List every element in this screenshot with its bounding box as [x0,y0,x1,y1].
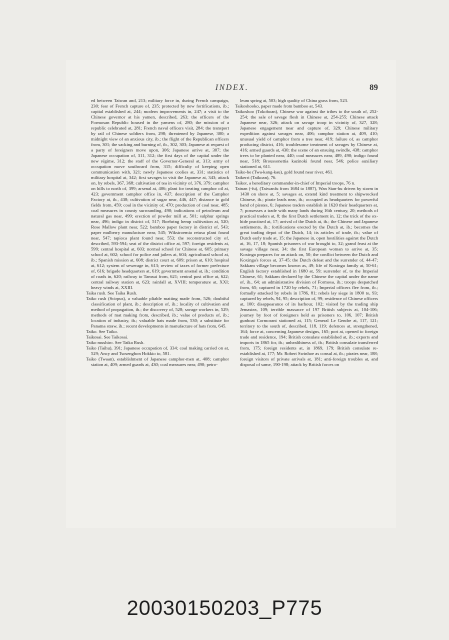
index-entry: Taikoshoo (Tokoboan), Chinese war against the tribes to the south of, 252-254; the sale of savage flesh in Chinese at, 254-255; Chinese attack Japanese near, 326; attack on savage troop in vicinity of, 327, 328; Japanese engagement near and capture of, 329; Chinese military expedition against savages near, 406; camphor station at, 409, 410; unusual yield of camphor from a tree near, 419; failure of, as camphor producing district, 416; troublesome treatment of savages by Chinese at, 416; armed guards at, 430; the scene of an ensuing swindle, 438; camphor trees to be planted near, 440; coal measures near, 489, 490; indigo found near, 518; Broussonettia kazinoki found near, 546; police auxiliary stationed at, 611. [235,109,378,169]
index-entry: Taika rush. See Taika Rush. [86,290,138,296]
index-entry: Taikerri (Taikoan), 76. [235,175,277,180]
running-header-title: INDEX. [215,83,249,92]
scan-caption: 20030150203_P775 [126,597,323,620]
index-entry: Taikor, a hereditary commander-in-chief of Imperial troops, 76 n. [235,180,356,186]
page-number: 89 [369,82,378,92]
index-entry: Taiko (Twaan), establishment of Japanese camphor-men at, 408; camphor station at, 409; armed guards at, 430; coal measures near, 490; petro- [86,356,229,367]
index-entry-continued: leum spring at, 503; high quality of China grass from, 523. [240,98,349,103]
index-column-right [235,98,378,510]
index-entry: Taiko mushiro. See Taika Rush. [86,340,145,345]
index-entry: Taiko (Taihu), 391; Japanese occupation of, 334; coal making carried on at, 529; Ancy and Tsosengbon Hokkio to, 581. [86,345,229,356]
index-entry: Taiko rush (Scirpus), a valuable pliable matting made from, 526; doubtful classification of plant, ib.; description of, ib.; locality of cultivation and method of propagation, ib.; the discovery of, 528; savage workers in, 529; methods of mat making from, described, ib.; value of products of, ib.; location of industry, ib.; valuable hats made from, 530; a substitute for Panama straw, ib.; recent developments in manufacture of hats from, 645. [86,296,229,329]
index-entry: Taiko. See Taiko. [86,329,118,334]
index-entry: Taiko-be (Twa-kang-kau), gold found near river, 461. [235,169,334,175]
index-column-left-text [86,98,229,368]
index-entry: Taikosai. See Taikosai. [86,334,129,340]
index-column-left [86,98,229,510]
index-entry: Taikoshooko, paper made from bamboo at, 543. [235,103,324,109]
index-entry: Tainan (-fu), (Taiwanfu from 1684 to 1887), Wan Sian-hu driven by storm in 1430 on shore at, 5; savages at, extend kind treatment to shipwrecked Chinese, ib.; pirate leads near, ib.; occupied as headquarters for powerful band of pirates, 6; Japanese traders establish in 1620 their headquarters at, 7; possesses a trade with many lands during 16th century, 20; methods of practical traders at, 8; the first Dutch settlement in, 12; the trick of the ox-hide practised at, 17; arrival of the Dutch at, ib.; the Chinese and Japanese settlements, ib.; fortifications erected by the Dutch at, ib.; becomes the great trading depot of the Dutch, 14; its articles of trade, ib.; value of Dutch early trade at, 15; the Japanese in, open hostilities against the Dutch at, 16, 17, 18; Spanish prisoners of war brought to, 32; grand feast at the savage village near, 34; the first European woman to arrive at, 35; Koxinga prepares for an attack on, 50; the conflict between the Dutch and Koxinga's forces at, 37-45; the Dutch defeat and the surrender of, 44-47; Sakkam village becomes known as, 49; life of Koxinga family at, 50-61; English factory established in 1680 at, 59; surrender of, to the Imperial Chinese, 61; Sakkam declared by the Chinese the capital under the name of, ib., 64; an administrative division of Formosa, ib.; troops despatched from, 65; captured in 1720 by rebels, 71; Imperial officers flee from, ib.; formally attacked by rebels in 1786, 81; rebels lay siege in 1800 to, 93; captured by rebels, 94, 95; description of, 99; residence of Chinese officers at, 100; disappearance of its harbour, 102; visited by the trading ship Jemastea, 109; terrible massacre of 197 British subjects at, 104-106; journey by foot of foreigners held as prisoners to, 106, 107; British gunboat Cormorant stationed at, 115; General Le Gendre at, 117, 121; territory to the south of, described, 118, 119; defences at, strengthened, 164; force at, concerning Japanese designs, 165; port at, opened to foreign trade and residence, 194; British consulate established at, ib.; exports and imports in 1865 for, ib.; unhealthiness of, ib.; British consulate transferred from, 175; foreign residents at, in 1869, 179; British consulate re-established at, 177; Mr. Robert Swinhoe as consul at, ib.; pirates near, 188; foreign visitors of private arrivals at, 181; anti-foreign troubles at, and disposal of same, 190-198; attack by British forces on [235,186,378,367]
index-entry-continued: ed between Taiwan and, 213; military force in, during French campaign, 230; fear of French capture of, 235; protected by new fortifications, ib.; capital established at, 244; modern improvements in, 247; a visit to the Chinese governor at his yamen, described, 263; the officers of the Formosan Republic housed in the yamens of, 280; the mission of a republic celebrated at, 281; French naval officers visit, 284; the transport by rail of Chinese soldiers from, 298; threatened by Japanese, 300; a midnight view of an anxious city, ib.; the flight of the Republican officers from, 301; the sacking and burning of, ib., 302, 303; Japanese at request of a party of foreigners move upon, 306; Japanese arrive at, 307; the Japanese occupation of, 311, 312; the first days of the capital under the new régime, 312; the staff of the Governor-General at, 313; army of occupation move southward from, 315; difficulty of keeping open communication with, 321; newly Japanese coolies at, 331; statistics of military hospital at, 342; first savages to visit the Japanese at, 343; attack on, by rebels, 367, 368; cultivation of tea in vicinity of, 376, 379; camphor on hills to north of, 399; arsenal at, 406; plant for treating camphor oil at, 423; government camphor office in, 437; description of the Camphor Factory at, ib., 438; cultivation of sugar near, 446, 447; distance to gold fields from, 459; coal in the vicinity of, 470; production of coal near, 485; coal measures in county surrounding, 490; indications of petroleum and natural gas near, 499; erection of powder mill at, 501; sulphur springs near, 496; indigo in district of, 517; Boehring hemp cultivation at, 520; Rose Mallow plant near, 522; bamboo paper factory in district of, 543; paper mulberry manufacture near, 545; Wikstroemia retusa plant found near, 547; tapioca plant found near, 553; the reconstructed city of, described, 593-594; seat of the district office at, 597; foreign residents at, 599; central hospital at, 603; normal school for Chinese at, 605; primary school at, 602; school for police and jailers at, 604; agricultural school at, ib.; Spanish mission at, 608; district court at, 609; prison at, 610; hospital at, 612; system of sewerage in, 613; review of taxes of former prefecture of, 616; brigade headquarters at, 619; government arsenal at, ib.; condition of roads in, 620; railway to Tamsui from, 621; central post office at, 622; central railway station at, 623; rainfall at, XVIII; temperature at, XXI; heavy winds at, XXIII. [91,98,229,290]
index-column-right-text [235,98,378,368]
